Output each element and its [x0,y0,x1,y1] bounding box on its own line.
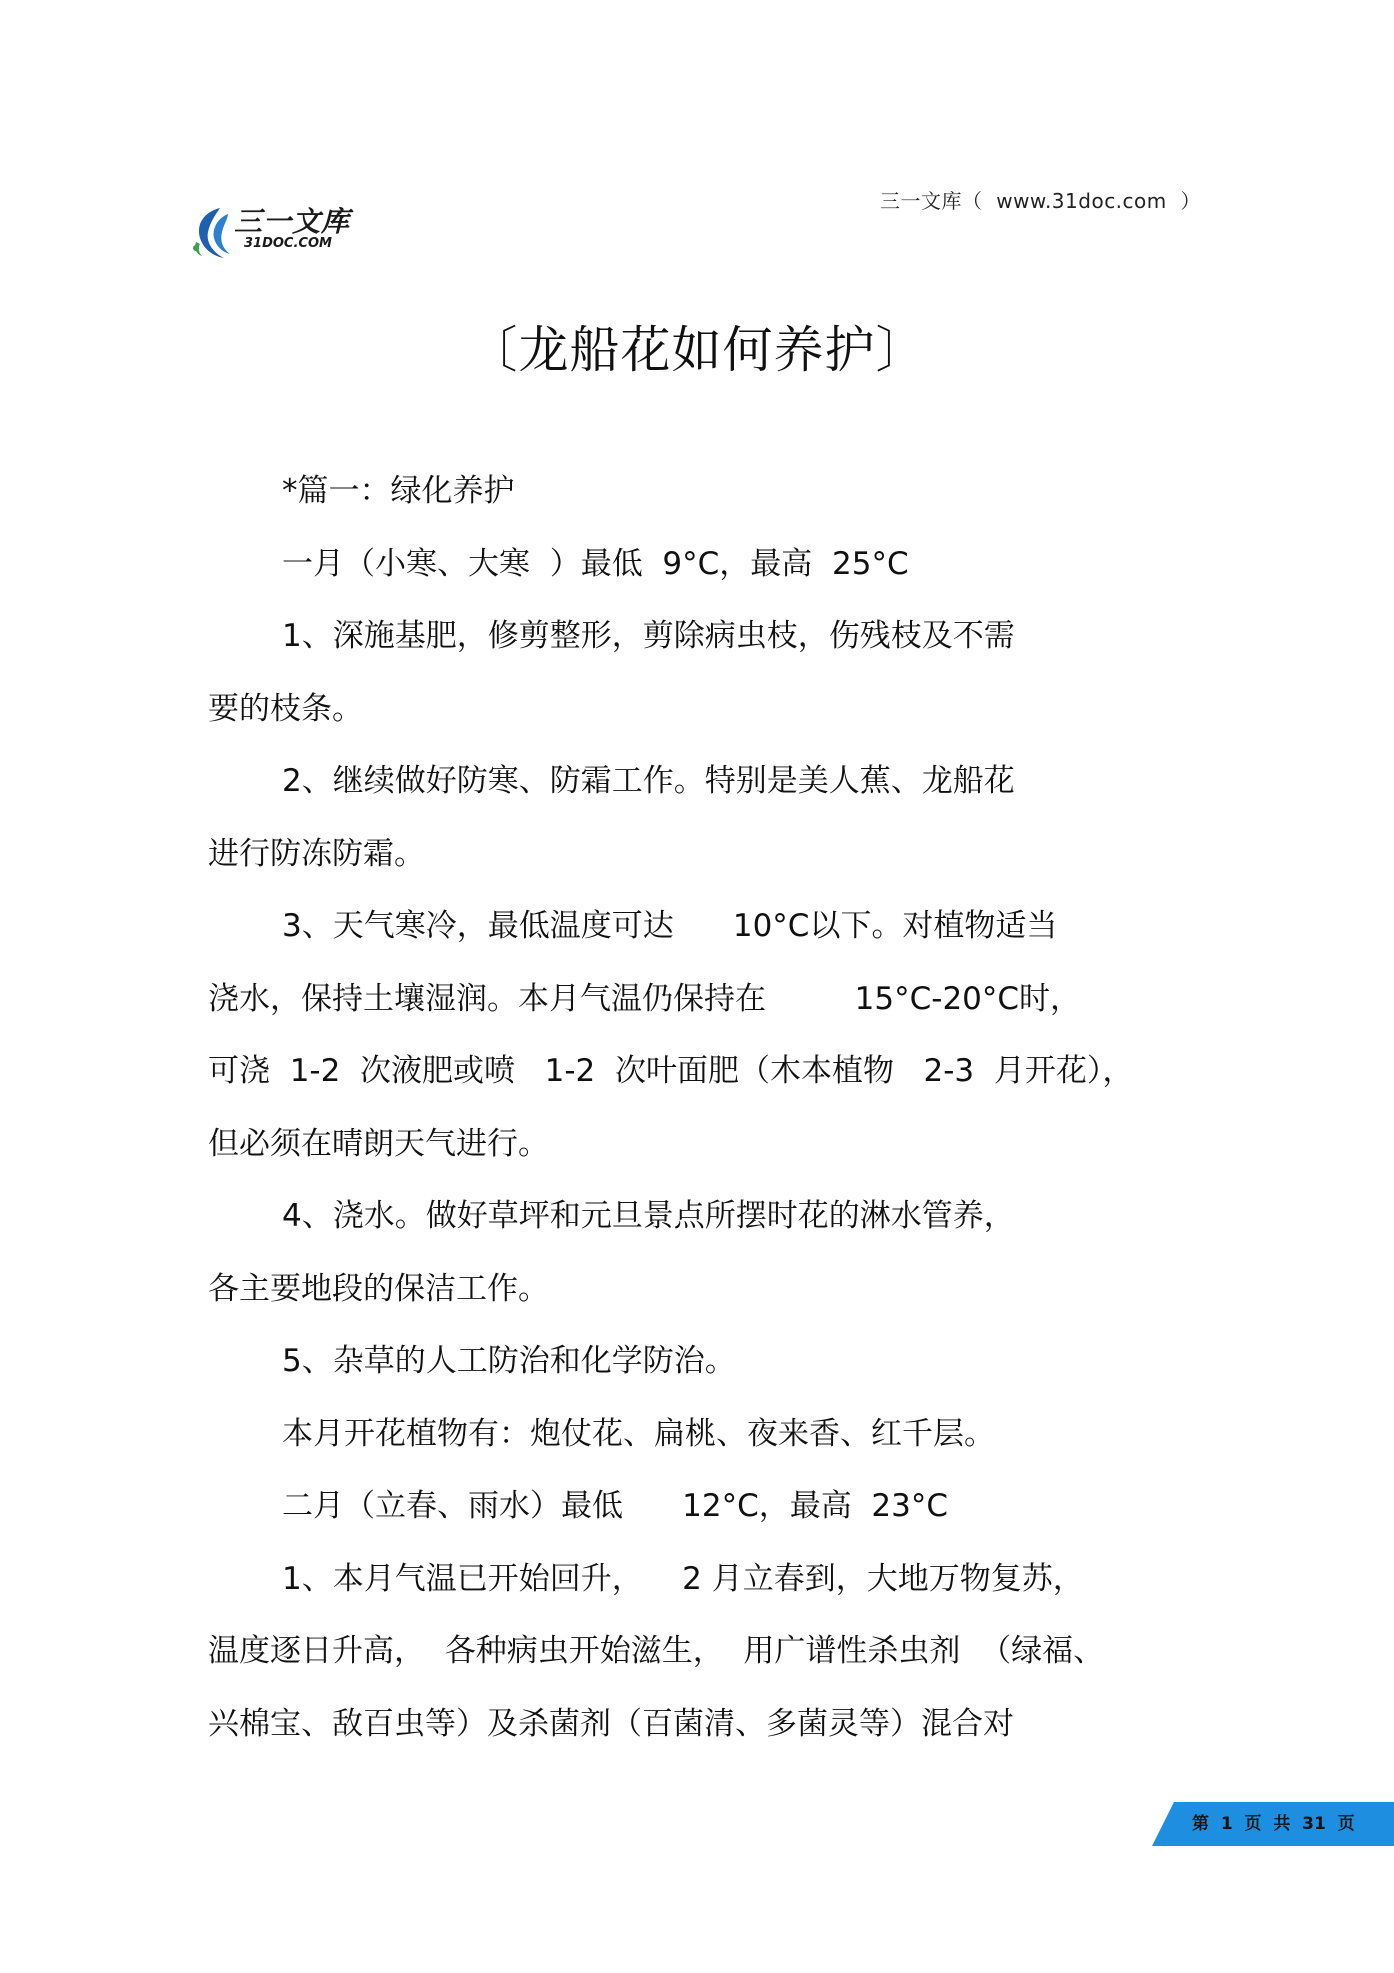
paragraph-line: 浇水，保持土壤湿润。本月气温仍保持在 15°C-20°C时， [208,980,1082,1017]
paragraph-line: 1、本月气温已开始回升， 2 月立春到，大地万物复苏， [282,1560,1084,1597]
paragraph-line: 一月（小寒、大寒 ）最低 9°C，最高 25°C [282,545,909,582]
document-title: 〔龙船花如何养护〕 [467,321,927,379]
paragraph-line: 2、继续做好防寒、防霜工作。特别是美人蕉、龙船花 [282,763,1015,799]
paragraph-line: *篇一：绿化养护 [282,473,515,509]
paragraph-line: 4、浇水。做好草坪和元旦景点所摆时花的淋水管养， [282,1198,1015,1234]
document-body [208,455,1198,1760]
paragraph-line: 5、杂草的人工防治和化学防治。 [282,1343,736,1379]
paragraph-line: 二月（立春、雨水）最低 12°C，最高 23°C [282,1488,949,1524]
paragraph-line: 3、天气寒冷，最低温度可达 10°C以下。对植物适当 [282,908,1058,944]
paragraph-line: 1、深施基肥，修剪整形，剪除病虫枝，伤残枝及不需 [282,618,1015,654]
paragraph-line: 进行防冻防霜。 [208,835,425,872]
site-logo [190,198,370,268]
page-indicator [1152,1802,1394,1846]
paragraph-line: 温度逐日升高， 各种病虫开始滋生， 用广谱性杀虫剂 （绿福、 [208,1633,1105,1669]
paragraph-line: 兴棉宝、敌百虫等）及杀菌剂（百菌清、多菌灵等）混合对 [208,1705,1014,1742]
logo-sub-text: 31DOC.COM [244,236,332,251]
header-site-text: 三一文库（ www.31doc.com ） [880,189,1201,213]
paragraph-line: 本月开花植物有：炮仗花、扁桃、夜来香、红千层。 [282,1415,995,1452]
page-number-label: 第 1 页 共 31 页 [1192,1814,1355,1834]
logo-main-text: 三一文库 [234,205,351,238]
paragraph-line: 可浇 1-2 次液肥或喷 1-2 次叶面肥（木本植物 2-3 月开花）， [208,1053,1134,1089]
paragraph-line: 但必须在晴朗天气进行。 [208,1125,549,1162]
paragraph-line: 要的枝条。 [208,690,363,727]
paragraph-line: 各主要地段的保洁工作。 [208,1270,549,1307]
